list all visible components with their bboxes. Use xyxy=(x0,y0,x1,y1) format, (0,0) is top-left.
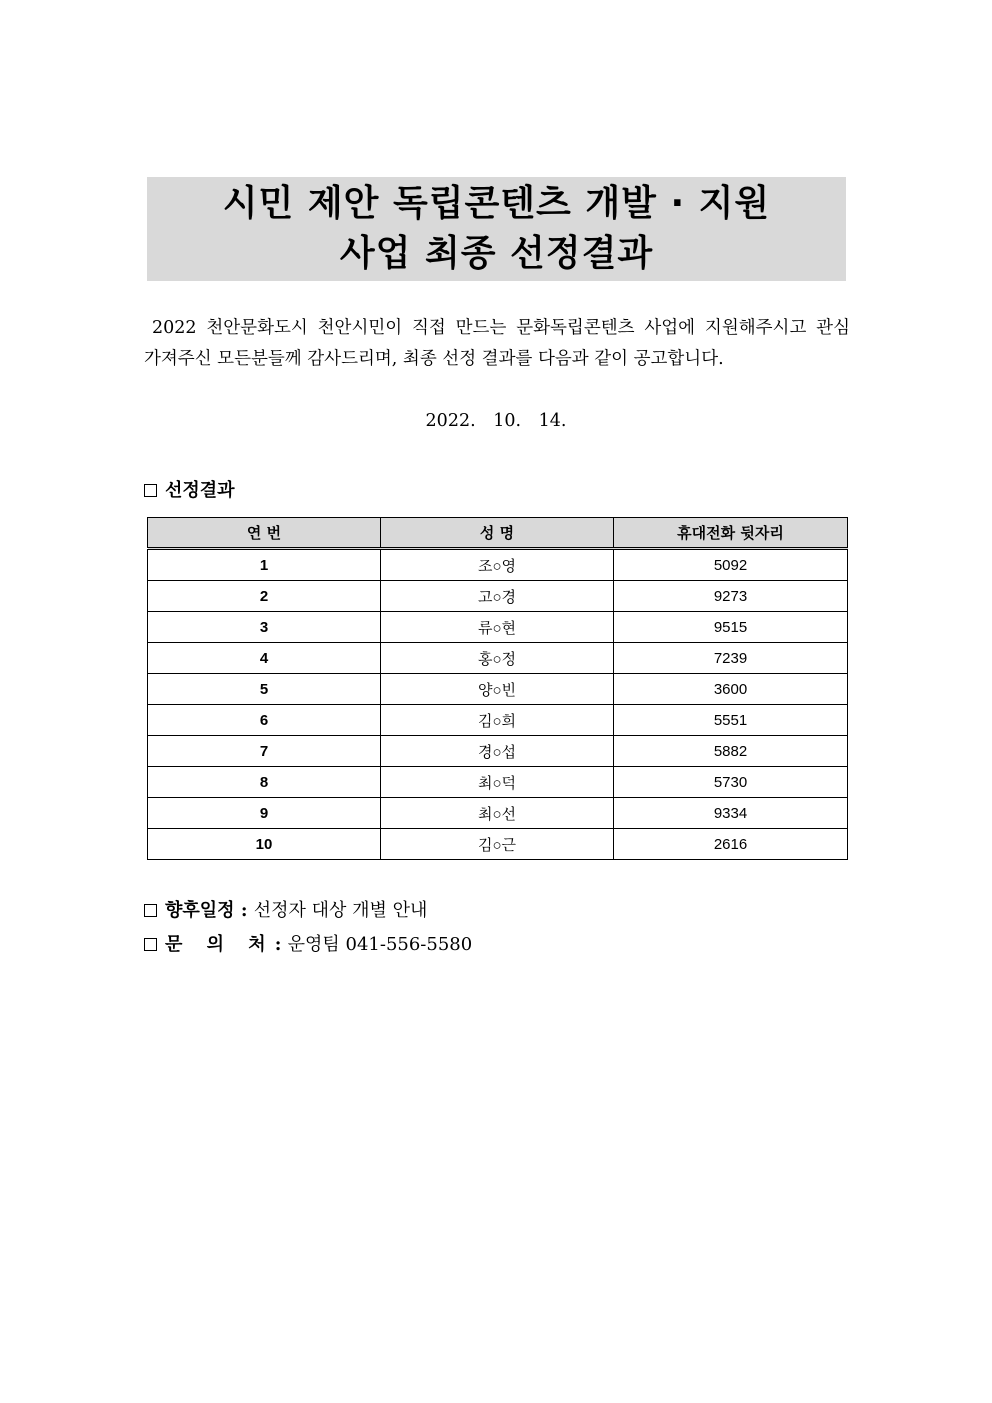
table-row xyxy=(148,643,848,674)
row-number: 5 xyxy=(148,674,381,705)
row-number: 9 xyxy=(148,798,381,829)
row-name: 최○선 xyxy=(381,798,614,829)
table-row xyxy=(148,581,848,612)
column-header-number: 연 번 xyxy=(148,518,381,549)
results-table xyxy=(147,517,848,860)
row-phone: 5551 xyxy=(614,705,848,736)
schedule-value: 선정자 대상 개별 안내 xyxy=(253,900,428,921)
contact-value: 운영팀 041-556-5580 xyxy=(287,934,473,955)
table-row xyxy=(148,767,848,798)
table-row xyxy=(148,798,848,829)
checkbox-square-icon xyxy=(144,938,157,951)
row-number: 2 xyxy=(148,581,381,612)
row-number: 8 xyxy=(148,767,381,798)
row-name: 조○영 xyxy=(381,549,614,581)
row-number: 7 xyxy=(148,736,381,767)
checkbox-square-icon xyxy=(144,904,157,917)
announcement-date: 2022. 10. 14. xyxy=(425,411,567,431)
row-phone: 9334 xyxy=(614,798,848,829)
section-heading-results xyxy=(144,476,235,502)
table-row xyxy=(148,736,848,767)
table-row xyxy=(148,705,848,736)
title-line-2: 사업 최종 선정결과 xyxy=(339,233,654,274)
row-number: 3 xyxy=(148,612,381,643)
row-number: 6 xyxy=(148,705,381,736)
column-header-phone: 휴대전화 뒷자리 xyxy=(614,518,848,549)
schedule-line: 향후일정 : 선정자 대상 개별 안내 xyxy=(144,896,427,922)
row-phone: 2616 xyxy=(614,829,848,860)
section-heading-label: 선정결과 xyxy=(165,480,235,501)
row-name: 김○희 xyxy=(381,705,614,736)
row-name: 양○빈 xyxy=(381,674,614,705)
row-phone: 5092 xyxy=(614,549,848,581)
row-number: 4 xyxy=(148,643,381,674)
row-name: 김○근 xyxy=(381,829,614,860)
row-name: 고○경 xyxy=(381,581,614,612)
row-name: 류○현 xyxy=(381,612,614,643)
column-header-name: 성 명 xyxy=(381,518,614,549)
row-name: 최○덕 xyxy=(381,767,614,798)
intro-paragraph: 2022 천안문화도시 천안시민이 직접 만드는 문화독립콘텐츠 사업에 지원해주시고 관심 가져주신 모든분들께 감사드리며, 최종 선정 결과를 다음과 같이 공고합니다. xyxy=(144,318,850,369)
row-number: 1 xyxy=(148,549,381,581)
row-name: 경○섭 xyxy=(381,736,614,767)
table-row xyxy=(148,549,848,581)
row-phone: 9515 xyxy=(614,612,848,643)
row-phone: 3600 xyxy=(614,674,848,705)
table-row xyxy=(148,612,848,643)
row-phone: 5730 xyxy=(614,767,848,798)
checkbox-square-icon xyxy=(144,484,157,497)
title-line-1: 시민 제안 독립콘텐츠 개발 · 지원 xyxy=(222,183,771,224)
title-box xyxy=(147,177,846,281)
table-row xyxy=(148,674,848,705)
row-phone: 9273 xyxy=(614,581,848,612)
table-row xyxy=(148,829,848,860)
contact-label: 문 의 처 xyxy=(165,934,275,955)
row-name: 홍○정 xyxy=(381,643,614,674)
row-phone: 5882 xyxy=(614,736,848,767)
table-header-row xyxy=(148,518,848,549)
row-number: 10 xyxy=(148,829,381,860)
contact-line: 문 의 처: 운영팀 041-556-5580 xyxy=(144,930,472,956)
row-phone: 7239 xyxy=(614,643,848,674)
schedule-label: 향후일정 xyxy=(165,900,235,921)
